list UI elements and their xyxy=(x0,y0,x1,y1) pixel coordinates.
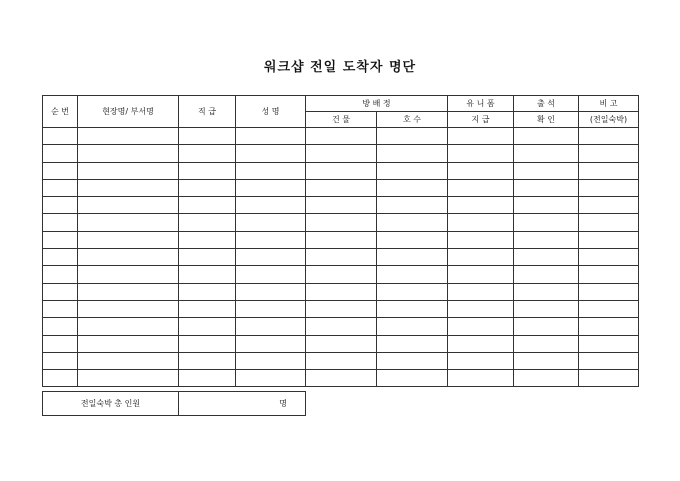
table-cell[interactable] xyxy=(43,370,78,387)
table-cell[interactable] xyxy=(306,128,377,145)
table-cell[interactable] xyxy=(78,128,179,145)
table-cell[interactable] xyxy=(236,352,306,369)
table-row xyxy=(43,300,639,317)
table-cell[interactable] xyxy=(377,214,448,231)
table-cell[interactable] xyxy=(306,335,377,352)
table-cell[interactable] xyxy=(514,249,579,266)
header-no: 순 번 xyxy=(43,96,78,128)
header-uniform: 유 니 폼 xyxy=(448,96,514,112)
table-cell[interactable] xyxy=(579,283,639,300)
table-cell[interactable] xyxy=(306,214,377,231)
table-cell[interactable] xyxy=(514,197,579,214)
table-cell[interactable] xyxy=(514,318,579,335)
header-name: 성 명 xyxy=(236,96,306,128)
table-cell[interactable] xyxy=(236,128,306,145)
table-cell[interactable] xyxy=(377,335,448,352)
table-cell[interactable] xyxy=(579,231,639,248)
table-cell[interactable] xyxy=(179,352,236,369)
table-cell[interactable] xyxy=(179,231,236,248)
table-cell[interactable] xyxy=(377,231,448,248)
table-cell[interactable] xyxy=(306,300,377,317)
table-cell[interactable] xyxy=(579,145,639,162)
table-cell[interactable] xyxy=(179,266,236,283)
table-cell[interactable] xyxy=(306,370,377,387)
table-cell[interactable] xyxy=(448,335,514,352)
table-cell[interactable] xyxy=(514,370,579,387)
table-cell[interactable] xyxy=(514,231,579,248)
table-cell[interactable] xyxy=(78,197,179,214)
summary-total-cell[interactable] xyxy=(179,392,306,416)
table-row xyxy=(43,197,639,214)
table-cell[interactable] xyxy=(448,249,514,266)
table-cell[interactable] xyxy=(579,214,639,231)
table-cell[interactable] xyxy=(306,352,377,369)
table-cell[interactable] xyxy=(579,300,639,317)
table-cell[interactable] xyxy=(43,197,78,214)
header-building: 건 물 xyxy=(306,112,377,128)
table-row xyxy=(43,231,639,248)
table-row xyxy=(43,335,639,352)
table-cell[interactable] xyxy=(43,283,78,300)
header-room-no: 호 수 xyxy=(377,112,448,128)
table-cell[interactable] xyxy=(579,335,639,352)
table-cell[interactable] xyxy=(306,145,377,162)
summary-table xyxy=(42,391,306,416)
table-row xyxy=(43,128,639,145)
table-cell[interactable] xyxy=(179,283,236,300)
table-cell[interactable] xyxy=(579,128,639,145)
table-cell[interactable] xyxy=(377,266,448,283)
table-cell[interactable] xyxy=(514,145,579,162)
table-cell[interactable] xyxy=(78,179,179,196)
table-cell[interactable] xyxy=(43,214,78,231)
attendee-rows xyxy=(43,128,639,387)
table-cell[interactable] xyxy=(78,249,179,266)
attendee-table xyxy=(42,95,639,387)
header-attendance: 출 석 xyxy=(514,96,579,112)
table-cell[interactable] xyxy=(514,300,579,317)
table-row xyxy=(43,214,639,231)
table-cell[interactable] xyxy=(448,162,514,179)
table-cell[interactable] xyxy=(579,352,639,369)
table-cell[interactable] xyxy=(236,145,306,162)
table-cell[interactable] xyxy=(179,145,236,162)
table-cell[interactable] xyxy=(43,249,78,266)
table-cell[interactable] xyxy=(377,145,448,162)
table-cell[interactable] xyxy=(514,352,579,369)
table-cell[interactable] xyxy=(236,197,306,214)
header-dept: 현장명/ 부서명 xyxy=(78,96,179,128)
table-cell[interactable] xyxy=(377,197,448,214)
header-uniform-issue: 지 급 xyxy=(448,112,514,128)
table-cell[interactable] xyxy=(514,283,579,300)
table-cell[interactable] xyxy=(43,300,78,317)
table-cell[interactable] xyxy=(236,318,306,335)
table-cell[interactable] xyxy=(78,266,179,283)
table-cell[interactable] xyxy=(377,128,448,145)
table-cell[interactable] xyxy=(78,335,179,352)
header-note: 비 고 xyxy=(579,96,639,112)
table-cell[interactable] xyxy=(236,283,306,300)
table-cell[interactable] xyxy=(78,231,179,248)
table-cell[interactable] xyxy=(43,128,78,145)
table-cell[interactable] xyxy=(514,179,579,196)
header-rank: 직 급 xyxy=(179,96,236,128)
table-cell[interactable] xyxy=(179,128,236,145)
table-cell[interactable] xyxy=(306,318,377,335)
table-cell[interactable] xyxy=(448,145,514,162)
table-cell[interactable] xyxy=(43,335,78,352)
table-cell[interactable] xyxy=(43,162,78,179)
table-cell[interactable] xyxy=(179,335,236,352)
table-cell[interactable] xyxy=(306,179,377,196)
summary-unit: 명 xyxy=(279,399,287,408)
table-cell[interactable] xyxy=(236,370,306,387)
table-cell[interactable] xyxy=(448,370,514,387)
table-cell[interactable] xyxy=(448,266,514,283)
table-cell[interactable] xyxy=(43,352,78,369)
table-cell[interactable] xyxy=(43,266,78,283)
table-cell[interactable] xyxy=(448,352,514,369)
table-cell[interactable] xyxy=(43,145,78,162)
table-cell[interactable] xyxy=(579,370,639,387)
table-cell[interactable] xyxy=(448,231,514,248)
table-cell[interactable] xyxy=(43,179,78,196)
table-cell[interactable] xyxy=(78,352,179,369)
table-cell[interactable] xyxy=(78,300,179,317)
table-cell[interactable] xyxy=(78,214,179,231)
table-cell[interactable] xyxy=(236,179,306,196)
header-attendance-check: 확 인 xyxy=(514,112,579,128)
table-cell[interactable] xyxy=(179,197,236,214)
table-row xyxy=(43,370,639,387)
table-cell[interactable] xyxy=(377,283,448,300)
table-cell[interactable] xyxy=(579,197,639,214)
table-cell[interactable] xyxy=(236,231,306,248)
table-cell[interactable] xyxy=(179,318,236,335)
table-cell[interactable] xyxy=(448,283,514,300)
table-cell[interactable] xyxy=(377,370,448,387)
table-cell[interactable] xyxy=(78,162,179,179)
table-cell[interactable] xyxy=(514,162,579,179)
table-cell[interactable] xyxy=(306,162,377,179)
table-cell[interactable] xyxy=(43,231,78,248)
table-cell[interactable] xyxy=(377,318,448,335)
table-cell[interactable] xyxy=(579,162,639,179)
summary-label: 전일숙박 총 인원 xyxy=(43,392,179,416)
table-cell[interactable] xyxy=(448,128,514,145)
table-row xyxy=(43,179,639,196)
table-cell[interactable] xyxy=(448,197,514,214)
table-cell[interactable] xyxy=(448,214,514,231)
table-row xyxy=(43,162,639,179)
table-cell[interactable] xyxy=(514,214,579,231)
table-cell[interactable] xyxy=(78,145,179,162)
table-cell[interactable] xyxy=(236,162,306,179)
table-cell[interactable] xyxy=(236,249,306,266)
table-cell[interactable] xyxy=(306,249,377,266)
table-cell[interactable] xyxy=(579,249,639,266)
table-cell[interactable] xyxy=(377,300,448,317)
table-cell[interactable] xyxy=(236,300,306,317)
table-cell[interactable] xyxy=(377,249,448,266)
table-cell[interactable] xyxy=(579,318,639,335)
page-title: 워크샵 전일 도착자 명단 xyxy=(263,60,417,75)
table-cell[interactable] xyxy=(43,318,78,335)
table-cell[interactable] xyxy=(377,352,448,369)
table-cell[interactable] xyxy=(579,179,639,196)
table-row xyxy=(43,318,639,335)
table-cell[interactable] xyxy=(179,249,236,266)
table-cell[interactable] xyxy=(579,266,639,283)
table-cell[interactable] xyxy=(78,318,179,335)
table-cell[interactable] xyxy=(448,318,514,335)
table-cell[interactable] xyxy=(179,300,236,317)
table-cell[interactable] xyxy=(179,370,236,387)
table-cell[interactable] xyxy=(377,162,448,179)
table-cell[interactable] xyxy=(179,179,236,196)
table-row xyxy=(43,145,639,162)
table-cell[interactable] xyxy=(306,231,377,248)
table-row xyxy=(43,352,639,369)
table-cell[interactable] xyxy=(236,266,306,283)
table-cell[interactable] xyxy=(306,266,377,283)
table-row xyxy=(43,266,639,283)
table-cell[interactable] xyxy=(179,214,236,231)
table-cell[interactable] xyxy=(78,370,179,387)
table-cell[interactable] xyxy=(306,197,377,214)
header-note-sub: (전일숙박) xyxy=(579,112,639,128)
header-room: 방 배 정 xyxy=(306,96,448,112)
table-cell[interactable] xyxy=(514,335,579,352)
table-cell[interactable] xyxy=(236,335,306,352)
table-cell[interactable] xyxy=(78,283,179,300)
table-cell[interactable] xyxy=(448,300,514,317)
table-cell[interactable] xyxy=(448,179,514,196)
table-cell[interactable] xyxy=(306,283,377,300)
table-row xyxy=(43,249,639,266)
table-row xyxy=(43,283,639,300)
table-cell[interactable] xyxy=(514,128,579,145)
table-cell[interactable] xyxy=(236,214,306,231)
table-cell[interactable] xyxy=(377,179,448,196)
table-cell[interactable] xyxy=(514,266,579,283)
table-cell[interactable] xyxy=(179,162,236,179)
